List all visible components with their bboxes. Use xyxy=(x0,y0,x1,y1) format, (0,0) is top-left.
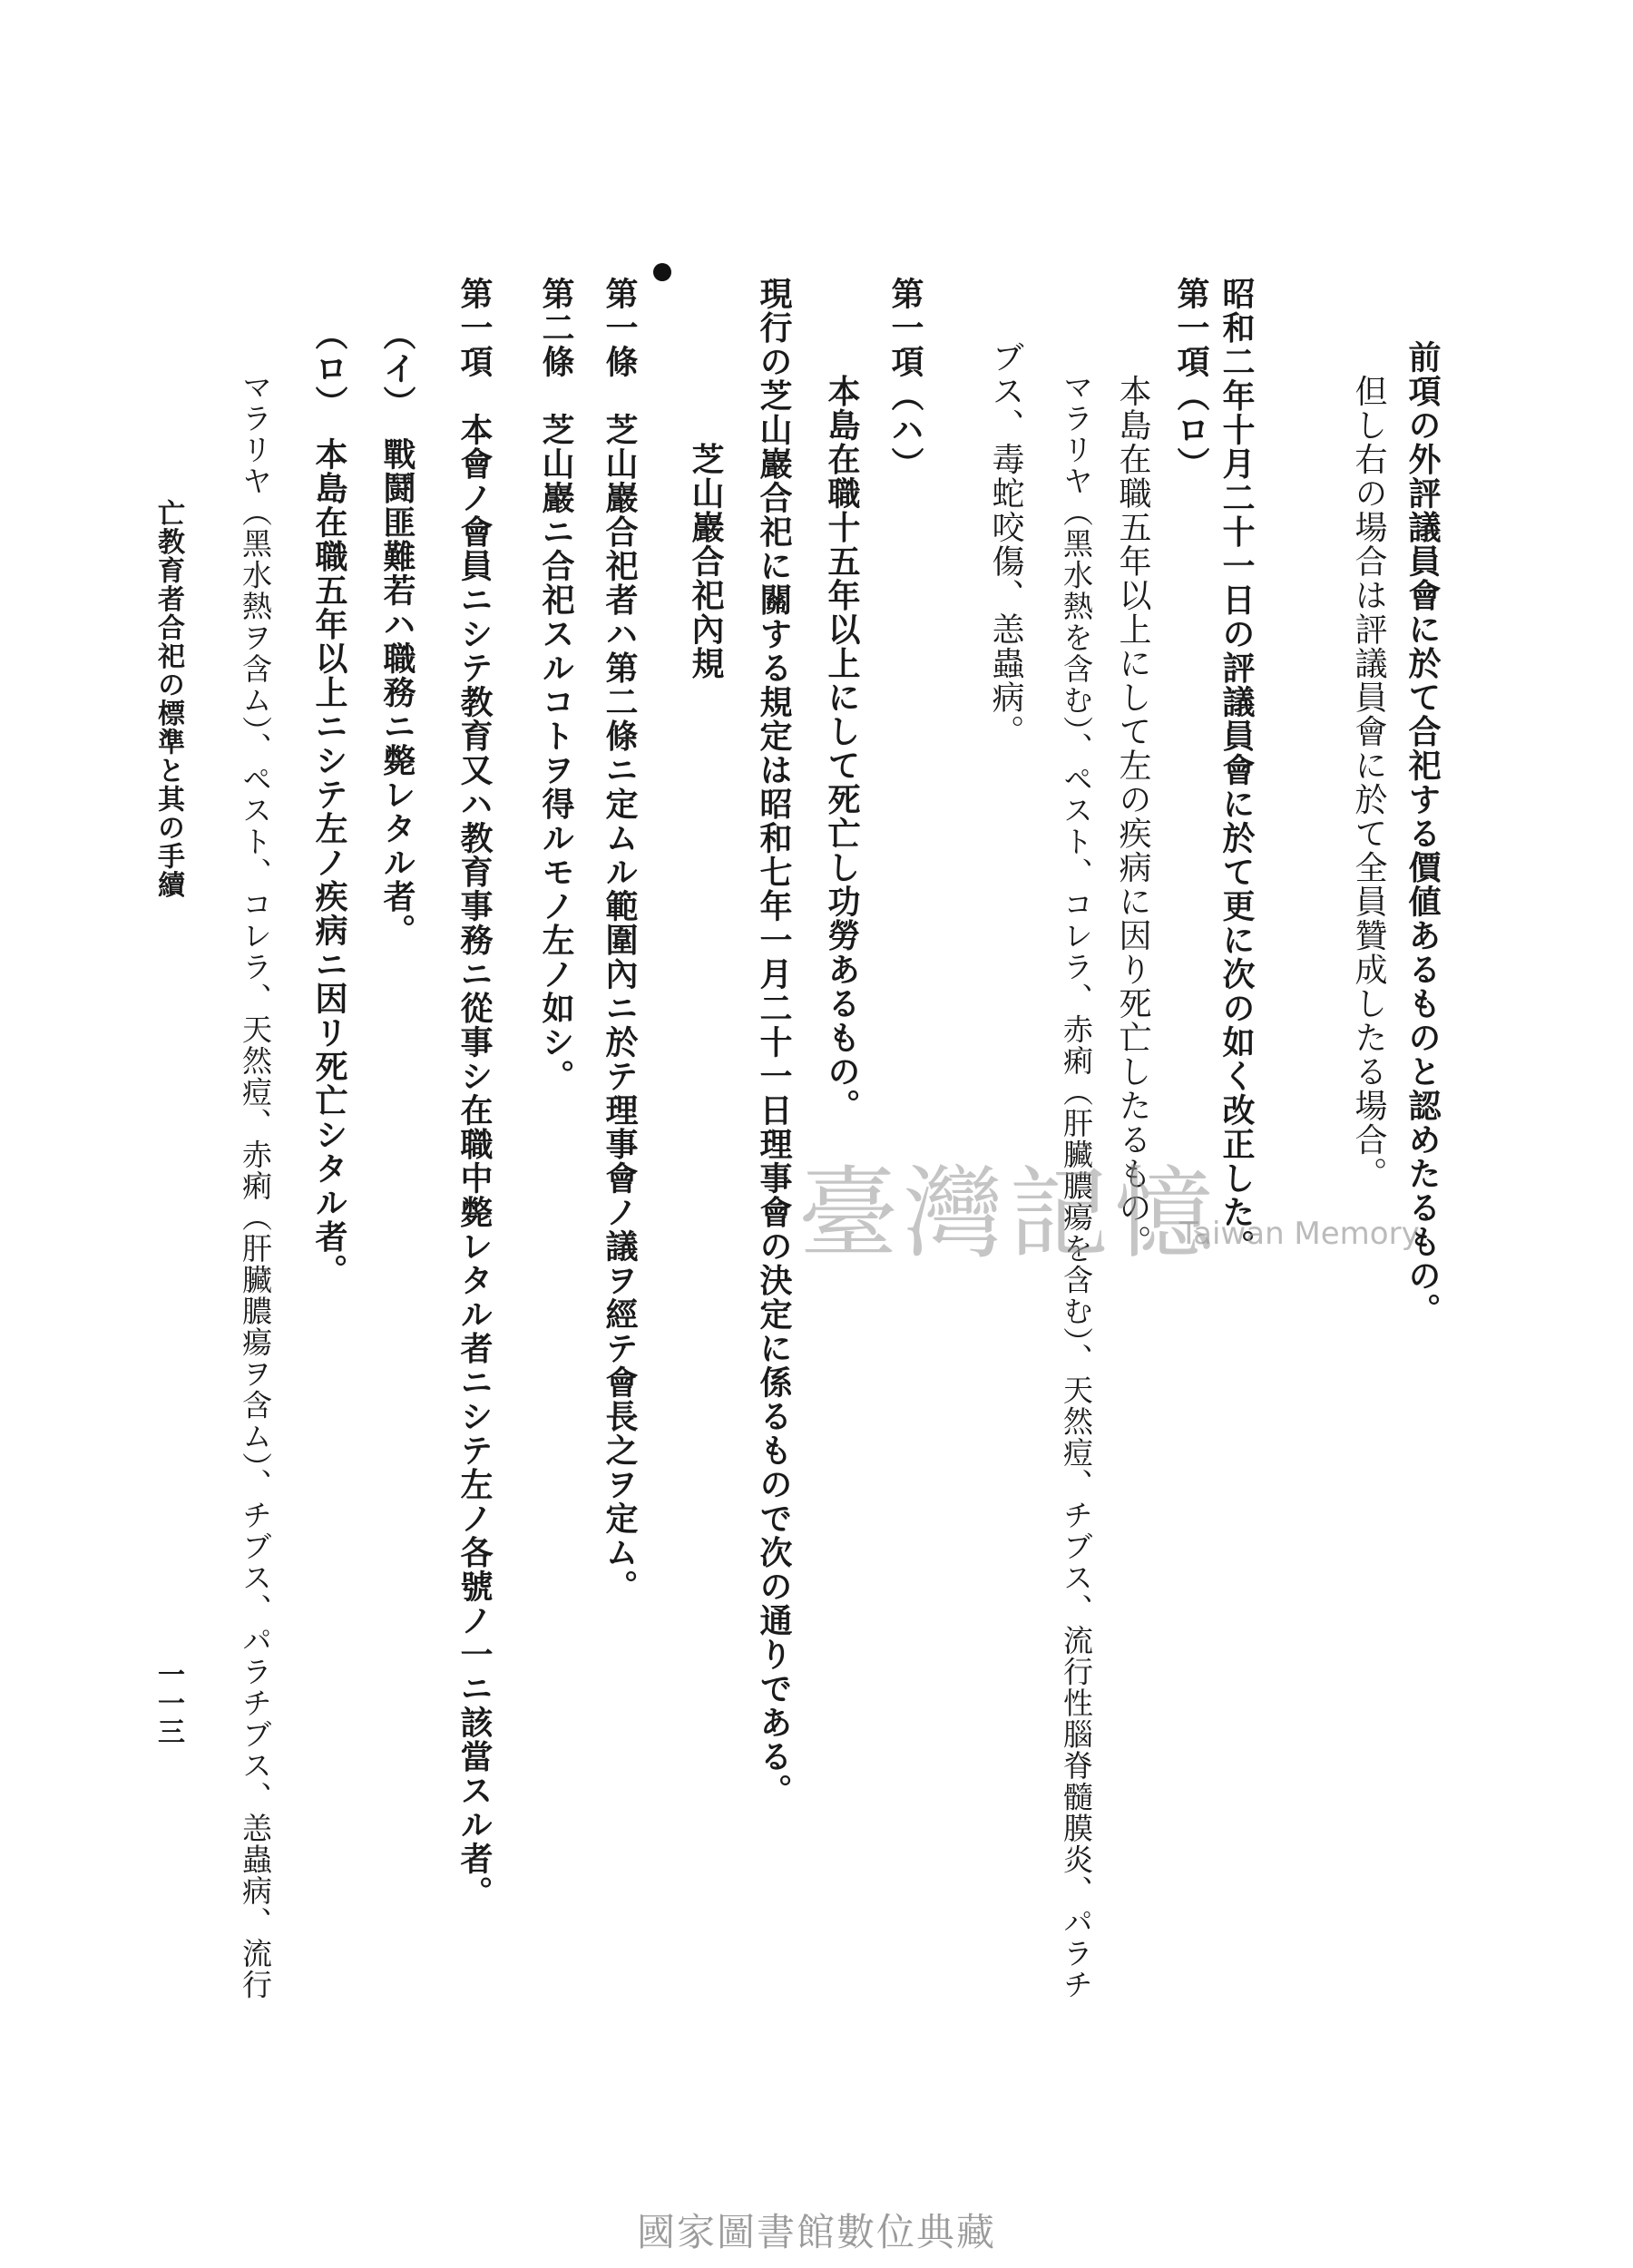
item-ro: （ロ） 本島在職五年以上ニシテ左ノ疾病ニ因リ死亡シタル者。 xyxy=(310,318,348,1288)
text-column-7: ブス、毒蛇咬傷、恙蟲病。 xyxy=(987,340,1024,748)
page-number: 一一三 xyxy=(152,1660,184,1746)
running-head: 亡教育者合祀の標準と其の手續 xyxy=(152,499,184,899)
bullet-mark xyxy=(653,263,671,281)
watermark-chinese: 臺灣記憶 xyxy=(798,1156,1219,1272)
clause-1: 第一項 本會ノ會員ニシテ教育又ハ教育事務ニ從事シ在職中斃レタル者ニシテ左ノ各號ノ一ニ該當スル者。 xyxy=(455,277,494,1910)
text-column-6: マラリヤ（黑水熱を含む）、ペスト、コレラ、赤痢（肝臟膿瘍を含む）、天然痘、チブス、流行性腦脊髓膜炎、パラチ xyxy=(1059,340,1094,2000)
text-column-10: 現行の芝山巖合祀に關する規定は昭和七年一月二十一日理事會の決定に係るもので次の通りである。 xyxy=(755,277,793,1808)
text-column-17: マラリヤ（黑水熱ヲ含ム）、ペスト、コレラ、天然痘、赤痢（肝臟膿瘍ヲ含ム）、チブス、パラチブス、恙蟲病、流行 xyxy=(238,340,273,2000)
text-column-5: 本島在職五年以上にして左の疾病に因り死亡したるもの。 xyxy=(1114,340,1151,1259)
heading-item-ro: 第一項（ロ） xyxy=(1172,277,1210,481)
text-column-9: 本島在職十五年以上にして死亡し功勞あるもの。 xyxy=(823,340,861,1123)
article-1: 第一條 芝山巖合祀者ハ第二條ニ定ムル範圍內ニ於テ理事會ノ議ヲ經テ會長之ヲ定ム。 xyxy=(601,277,639,1604)
watermark-english: Taiwan Memory xyxy=(1179,1216,1420,1252)
text-column-1: 前項の外評議員會に於て合祀する價値あるものと認めたるもの。 xyxy=(1403,340,1442,1327)
item-i: （イ） 戰鬪匪難若ハ職務ニ斃レタル者。 xyxy=(378,318,416,948)
text-column-2: 但し右の場合は評議員會に於て全員贊成したる場合。 xyxy=(1350,340,1387,1191)
article-2: 第二條 芝山巖ニ合祀スルコトヲ得ルモノ左ノ如シ。 xyxy=(537,277,575,1093)
section-title: 芝山巖合祀內規 xyxy=(687,340,725,680)
footer-archive-label: 國家圖書館數位典藏 xyxy=(636,2210,996,2254)
heading-item-ha: 第一項（ハ） xyxy=(886,277,924,481)
text-column-3: 昭和二年十月二十一日の評議員會に於て更に次の如く改正した。 xyxy=(1217,277,1256,1264)
